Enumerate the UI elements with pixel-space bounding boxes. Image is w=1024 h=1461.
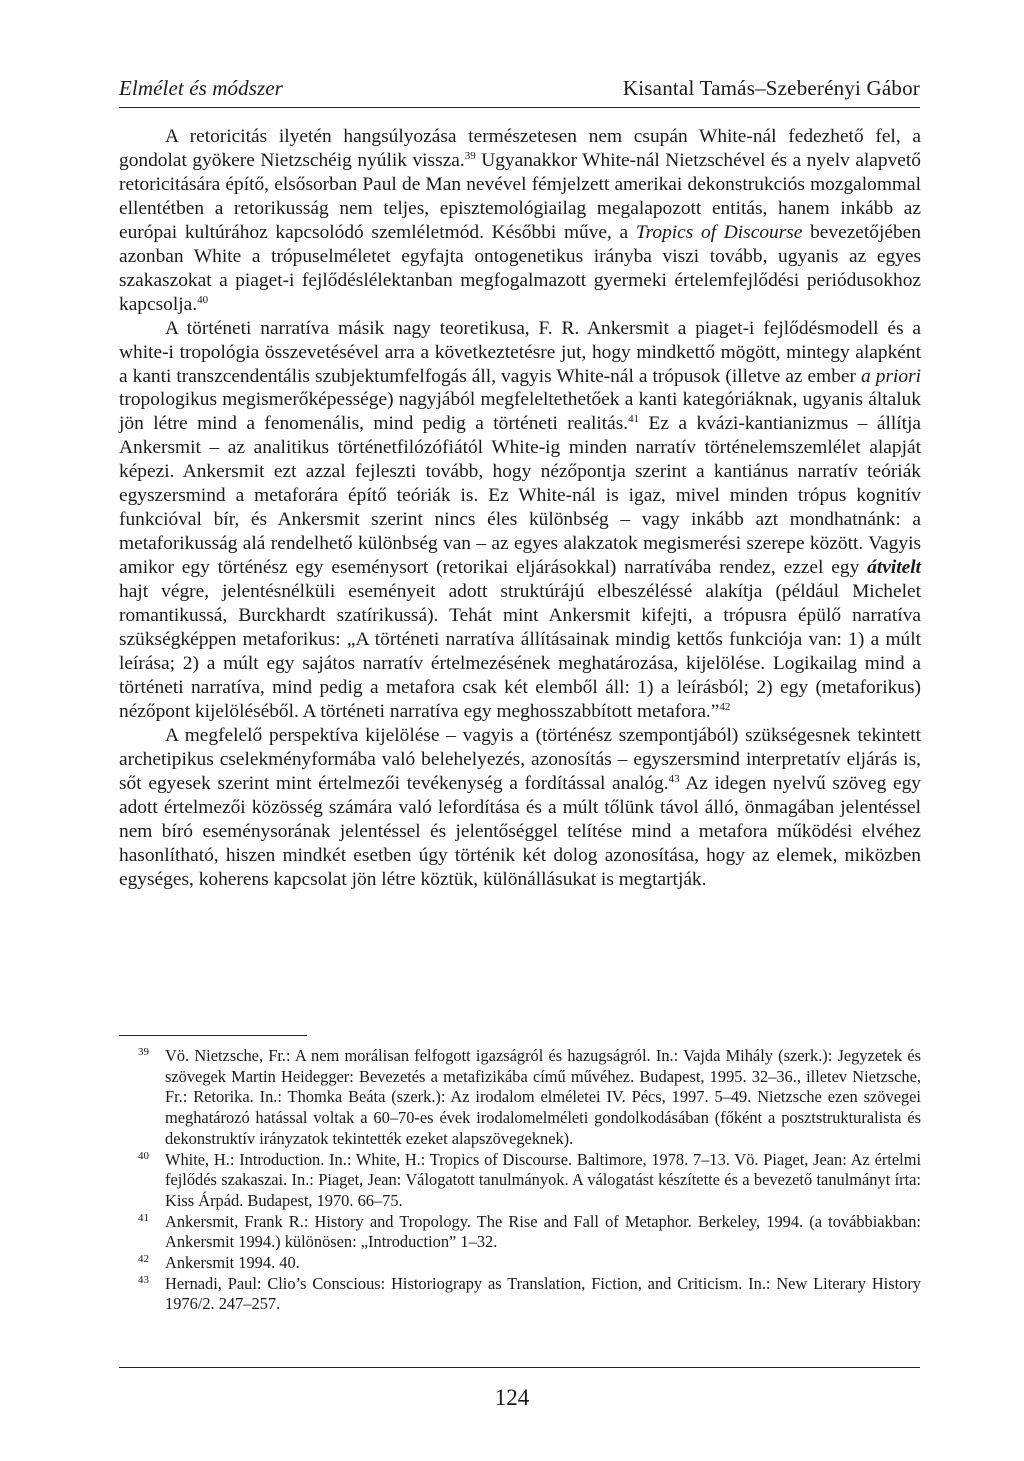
main-text: [119, 125, 921, 892]
body-paragraph: [119, 724, 921, 892]
footnote-text: White, H.: Introduction. In.: White, H.: Tropics of Discourse. Baltimore, 1978. 7–13. Vö. Piaget, Jean: Az értelmi fejlődés szakaszai. In.: Piaget, Jean: Válogatott tanulmányok. A válogatást készítette és a bevezető tanulmányt írta: Kiss Árpád. Budapest, 1970. 66–75.: [165, 1149, 921, 1210]
footnote-item: [119, 1212, 921, 1253]
text-run: Az idegen nyelvű szöveg egy adott értelmezői közösség számára való lefordítása és a múlt tőlünk távol álló, önmagában jelentéssel nem bíró eseménysorának jelentéssel és jelentőséggel telítése mind a metafora működési elvéhez hasonlítható, hiszen mindkét esetben úgy történik két dolog azonosítása, hogy az elemek, miközben egységes, koherens kapcsolat jön létre köztük, különállásukat is megtartják.: [119, 772, 921, 890]
text-run: bevezetőjében azonban White a trópuselméletet egyfajta ontogenetikus irányba viszi tovább, ugyanis az egyes szakaszokat a piaget-i fejlődéslélektanban megfogalmazott gyermeki értelemfejlődési periódusokhoz kapcsolja.: [119, 221, 921, 315]
header-authors: Kisantal Tamás–Szeberényi Gábor: [622, 76, 920, 100]
footnote-reference: 42: [719, 700, 731, 713]
running-header: [119, 76, 920, 108]
body-paragraph: [119, 317, 921, 724]
footnote-text: Ankersmit 1994. 40.: [165, 1253, 300, 1273]
text-run: Ugyanakkor White-nál Nietzschével és a nyelv alapvető retoricitására építő, elsősorban Paul de Man nevével fémjelzett amerikai dekonstrukciós mozgalommal ellentétben a retorikusság nem teljes, episztemológiailag megalapozott entitás, hanem inkább az európai kultúrához kapcsolódó szemléletmód. Későbbi műve, a: [119, 149, 921, 243]
text-run: hajt végre, jelentésnélküli eseményeit adott struktúrájú elbeszéléssé alakítja (például Michelet romantikussá, Burckhardt szatírikussá). Tehát mint Ankersmit kifejti, a trópusra épülő narratíva szükségképpen metaforikus: „A történeti narratíva állításainak mindig kettős funkciója van: 1) a múlt leírása; 2) a múlt egy sajátos narratív értelmezésének meghatározása, kijelölése. Logikailag mind a történeti narratíva, mind pedig a metafora csak két elemből áll: 1) a leírásból; 2) egy (metaforikus) nézőpont kijelöléséből. A történeti narratíva egy meghosszabbított metafora.”: [119, 581, 921, 722]
footnote-reference: 41: [628, 413, 640, 426]
footnote-item: [119, 1150, 921, 1212]
footnote-number: 43: [138, 1273, 149, 1286]
footnote-item: [119, 1046, 921, 1150]
footnote-number: 40: [138, 1149, 149, 1162]
body-paragraph: [119, 125, 921, 317]
text-run: A történeti narratíva másik nagy teoretikusa, F. R. Ankersmit a piaget-i fejlődésmodell és a white-i tropológia összevetésével arra a következtetésre jut, hogy mindkettő mögött, mintegy alapként a kanti transzcendentális szubjektumfelfogás áll, vagyis White-nál a trópusok (illetve az ember: [119, 317, 921, 387]
emphasized-text: átvitelt: [867, 557, 921, 579]
header-section-title: Elmélet és módszer: [119, 76, 283, 100]
italic-text: a priori: [861, 365, 922, 387]
footnote-item: [119, 1274, 921, 1315]
header-rule: [119, 107, 920, 108]
text-run: A retoricitás ilyetén hangsúlyozása természetesen nem csupán White-nál fedezhető fel, a gondolat gyökere Nietzschéig nyúlik vissza.: [119, 126, 921, 171]
footnote-text: Vö. Nietzsche, Fr.: A nem morálisan felfogott igazságról és hazugságról. In.: Vajda Mihály (szerk.): Jegyzetek és szövegek Martin Heidegger: Bevezetés a metafizikába című művéhez. Budapest, 1995. 32–36., illetev Nietzsche, Fr.: Retorika. In.: Thomka Beáta (szerk.): Az irodalom elméletei IV. Pécs, 1997. 5–49. Nietzsche ezen szövegei meghatározó hatással voltak a 60–70-es évek irodalomelméleti gondolkodásában (főként a posztstrukturalista és dekonstruktív irányzatok tekintették ezeket alapszövegeknek).: [165, 1046, 921, 1148]
text-run: tropologikus megismerőképessége) nagyjából megfeleltethetőek a kanti kategóriáknak, ugyanis általuk jön létre mind a fenomenális, mind pedig a történeti realitás.: [119, 389, 921, 435]
footnote-reference: 40: [197, 293, 209, 306]
page-number-rule: [119, 1367, 920, 1368]
footnote-number: 42: [138, 1253, 149, 1266]
italic-text: Tropics of Discourse: [635, 221, 803, 243]
page-number: 124: [494, 1385, 530, 1410]
footnote-reference: 39: [464, 149, 476, 162]
footnotes: [119, 1046, 921, 1315]
footnote-number: 39: [138, 1046, 149, 1058]
footnote-number: 41: [138, 1211, 149, 1224]
footnote-text: Ankersmit, Frank R.: History and Tropology. The Rise and Fall of Metaphor. Berkeley, 1994. (a továbbiakban: Ankersmit 1994.) különösen: „Introduction” 1–32.: [165, 1211, 921, 1252]
footnote-text: Hernadi, Paul: Clio’s Conscious: Historiograpy as Translation, Fiction, and Criticism. In.: New Literary History 1976/2. 247–257.: [165, 1273, 921, 1314]
footnote-reference: 43: [668, 772, 680, 785]
footnote-item: [119, 1253, 921, 1274]
text-run: A megfelelő perspektíva kijelölése – vagyis a (történész szempontjából) szükségesnek tekintett archetipikus cselekményformába való belehelyezés, azonosítás – egyszersmind interpretatív eljárás is, sőt egyesek szerint mint értelmezői tevékenység a fordítással analóg.: [119, 724, 921, 794]
footnote-separator: [119, 1035, 307, 1036]
text-run: Ez a kvázi-kantianizmus – állítja Ankersmit – az analitikus történetfilózófiától White-ig minden narratív történelemszemlélet alapját képezi. Ankersmit ezt azzal fejleszti tovább, hogy nézőpontja szerint a kantiánus narratív teóriák egyszersmind a metaforára építő teóriák is. Ez White-nál is igaz, mivel minden trópus kognitív funkcióval bír, és Ankersmit szerint nincs éles különbség – vagy inkább azt mondhatnánk: a metaforikusság alá rendelhető különbség van – az egyes alakzatok megismerési szerepe között. Vagyis amikor egy történész egy eseménysort (retorikai eljárásokkal) narratívába rendez, ezzel egy: [119, 413, 921, 579]
